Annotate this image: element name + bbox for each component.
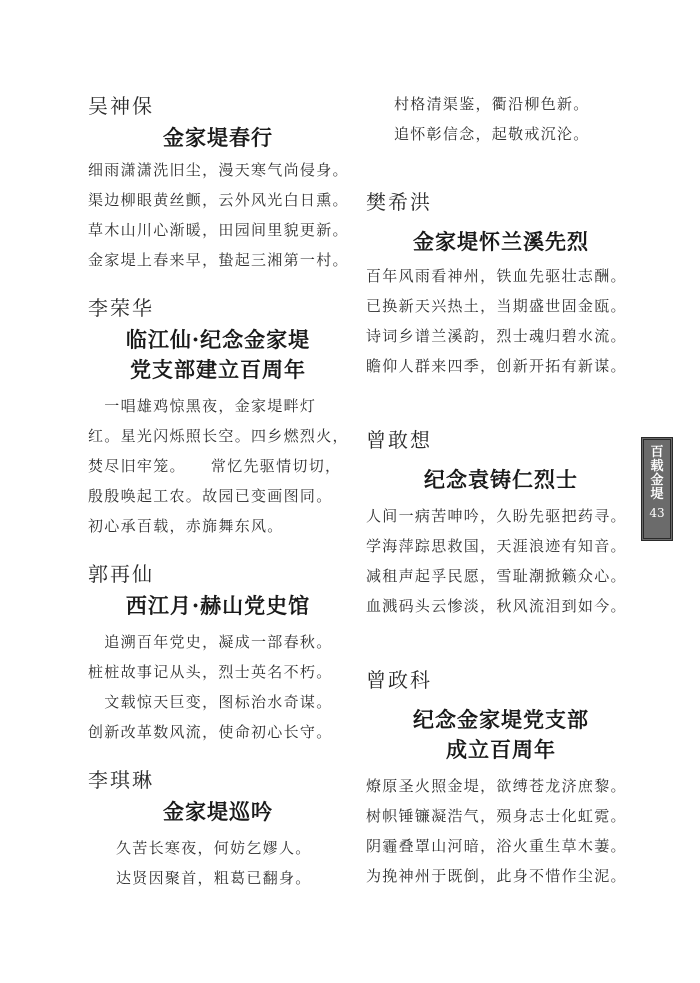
poem-title: 金家堤怀兰溪先烈: [413, 229, 589, 254]
poem-line: 村格清渠鉴，衢沿柳色新。: [394, 95, 590, 113]
poet-name: 樊希洪: [366, 190, 432, 214]
poet-name: 李琪琳: [88, 768, 154, 792]
poet-name: 郭再仙: [88, 562, 154, 586]
poet-name: 曾敢想: [366, 428, 432, 452]
poem-line: 诗词乡谱兰溪韵，烈士魂归碧水流。: [366, 327, 627, 345]
poem-line: 细雨潇潇洗旧尘，漫天寒气尚侵身。: [88, 161, 349, 179]
poem-line: 燎原圣火照金堤，欲缚苍龙济庶黎。: [366, 777, 627, 795]
poem-line: 桩桩故事记从头，烈士英名不朽。: [88, 663, 333, 681]
poem-line: 树帜锤镰凝浩气，殒身志士化虹霓。: [366, 807, 627, 825]
poem-line: 学海萍踪思救国，天涯浪迹有知音。: [366, 537, 627, 555]
poet-name: 曾政科: [366, 668, 432, 692]
poem-title: 党支部建立百周年: [130, 357, 306, 382]
poem-line: 久苦长寒夜，何妨乞嫪人。: [116, 839, 312, 857]
poet-name: 李荣华: [88, 296, 154, 320]
poem-line: 瞻仰人群来四季，创新开拓有新谋。: [366, 357, 627, 375]
poem-title: 西江月·赫山党史馆: [125, 593, 311, 618]
poem-title: 纪念金家堤党支部: [413, 707, 589, 732]
poem-line: 已换新天兴热土，当期盛世固金瓯。: [366, 297, 627, 315]
poem-line: 追溯百年党史，凝成一部春秋。: [88, 633, 333, 651]
poem-line: 文载惊天巨变，图标治水奇谋。: [88, 693, 333, 711]
poem-line: 减租声起孚民愿，雪耻潮掀籁众心。: [366, 567, 627, 585]
poem-line: 人间一病苦呻吟，久盼先驱把药寻。: [366, 507, 627, 525]
poem-title: 金家堤春行: [163, 125, 273, 150]
poem-title: 金家堤巡吟: [163, 799, 273, 824]
poem-line: 百年风雨看神州，铁血先驱壮志酬。: [366, 267, 627, 285]
chapter-tab: [641, 437, 673, 541]
poem-line: 创新改革数风流，使命初心长守。: [88, 723, 333, 741]
poem-line: 达贤因聚首，粗葛已翻身。: [116, 869, 312, 887]
poem-line: 殷殷唤起工农。故园已变画图同。: [88, 487, 333, 505]
poem-line: 金家堤上春来早，蛰起三湘第一村。: [88, 251, 349, 269]
poem-line: 渠边柳眼黄丝颤，云外风光白日熏。: [88, 191, 349, 209]
poem-line: 为挽神州于既倒，此身不惜作尘泥。: [366, 867, 627, 885]
poem-line: 追怀彰信念，起敬戒沉沦。: [394, 125, 590, 143]
poem-title: 纪念袁铸仁烈士: [424, 467, 578, 492]
poem-line: 红。星光闪烁照长空。四乡燃烈火，: [88, 427, 349, 445]
poem-line: 初心承百载，赤旆舞东风。: [88, 517, 284, 535]
poem-line: 一唱雄鸡惊黑夜，金家堤畔灯: [88, 397, 317, 415]
poem-line: 草木山川心渐暖，田园间里貌更新。: [88, 221, 349, 239]
poem-line: 焚尽旧牢笼。 常忆先驱情切切，: [88, 457, 342, 475]
poet-name: 吴神保: [88, 94, 154, 118]
page-number: 43: [649, 506, 665, 520]
poem-line: 阴霾叠罩山河暗，浴火重生草木萋。: [366, 837, 627, 855]
chapter-tab-label: 百载金堤: [650, 445, 664, 502]
poem-title: 临江仙·纪念金家堤: [125, 327, 311, 352]
poem-title: 成立百周年: [446, 737, 556, 762]
poem-line: 血溅码头云惨淡，秋风流泪到如今。: [366, 597, 627, 615]
